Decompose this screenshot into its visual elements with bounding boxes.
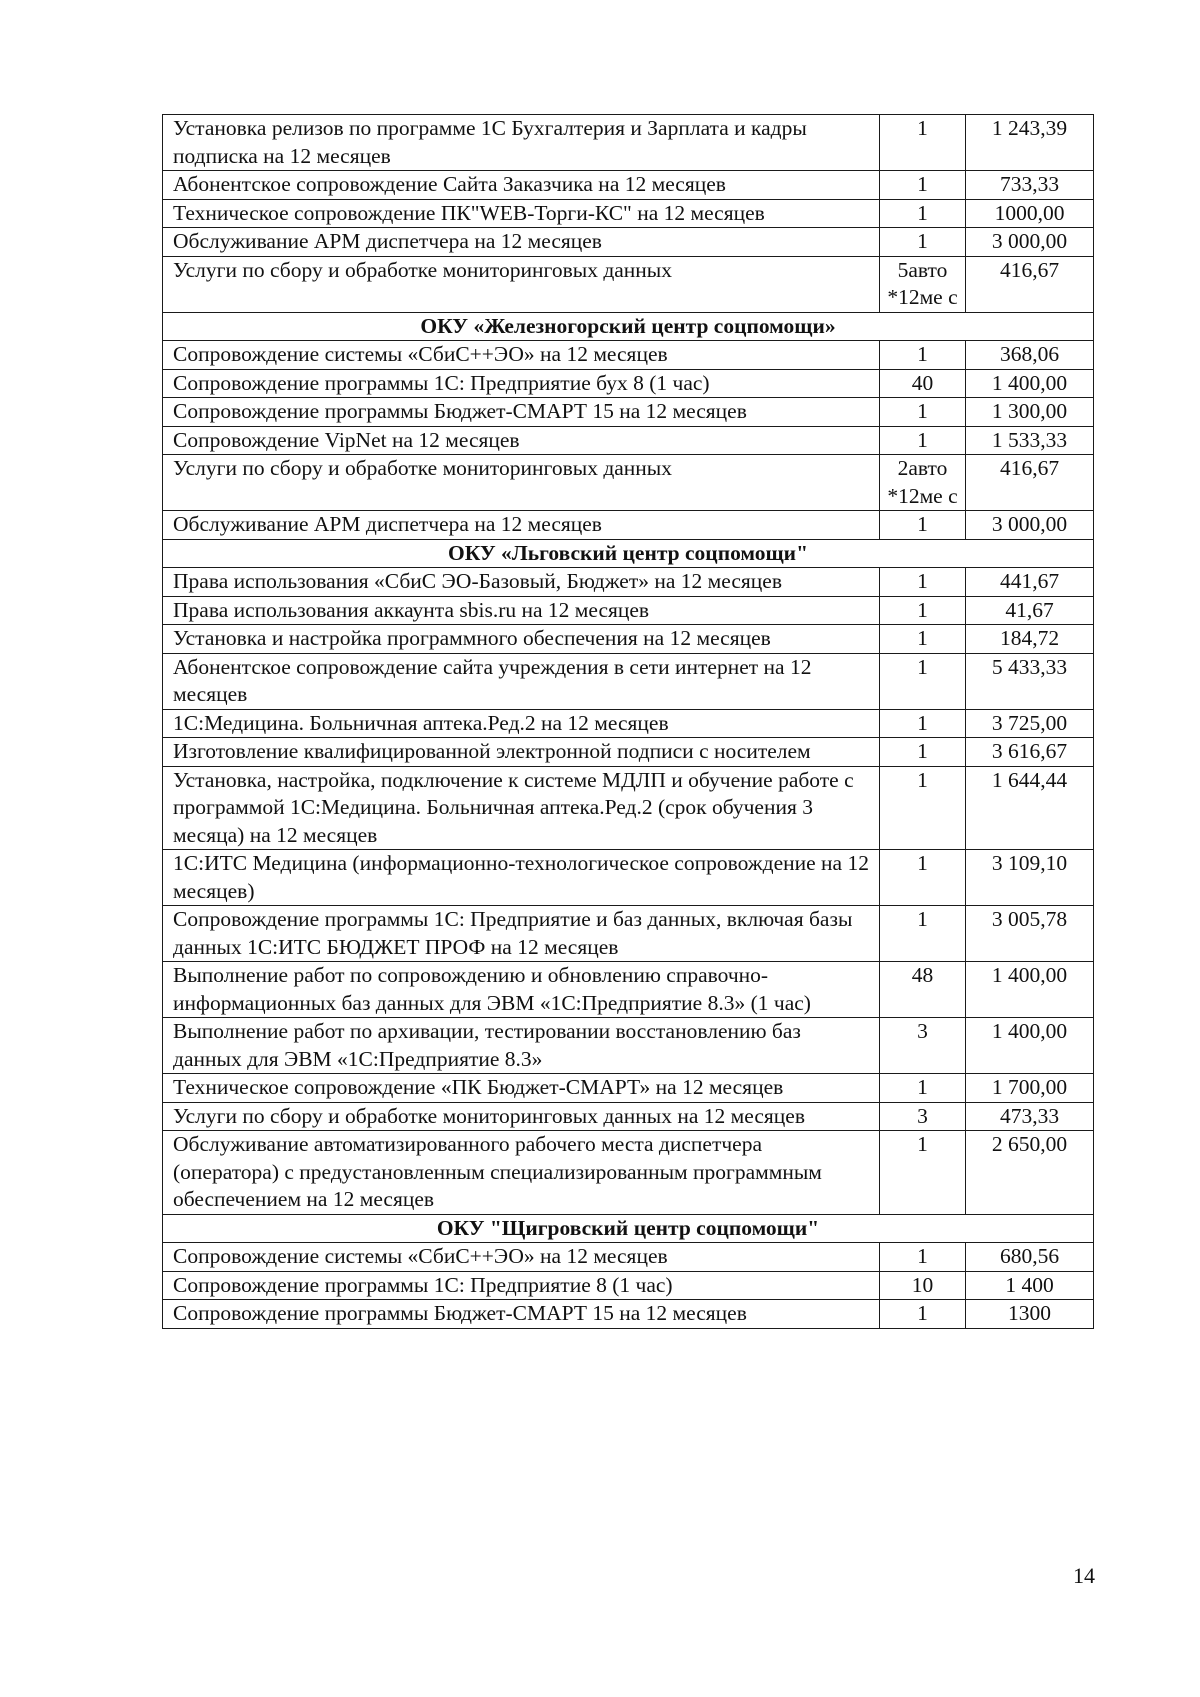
service-description-cell: Сопровождение VipNet на 12 месяцев <box>163 426 880 455</box>
table-row <box>163 426 1094 455</box>
quantity-cell: 40 <box>880 369 966 398</box>
quantity-cell: 1 <box>880 850 966 906</box>
price-cell: 1 300,00 <box>966 398 1094 427</box>
service-description-cell: Услуги по сбору и обработке мониторинговых данных <box>163 256 880 312</box>
price-cell: 184,72 <box>966 625 1094 654</box>
price-cell: 733,33 <box>966 171 1094 200</box>
service-description-cell: Установка, настройка, подключение к системе МДЛП и обучение работе с программой 1С:Медицина. Больничная аптека.Ред.2 (срок обучения 3 месяца) на 12 месяцев <box>163 766 880 850</box>
quantity-cell: 1 <box>880 341 966 370</box>
table-row <box>163 341 1094 370</box>
service-description-cell: Услуги по сбору и обработке мониторинговых данных <box>163 455 880 511</box>
price-cell: 1 400,00 <box>966 1018 1094 1074</box>
table-row <box>163 1018 1094 1074</box>
quantity-cell: 1 <box>880 766 966 850</box>
service-description-cell: Обслуживание АРМ диспетчера на 12 месяцев <box>163 228 880 257</box>
quantity-cell: 5авто *12ме с <box>880 256 966 312</box>
quantity-cell: 3 <box>880 1018 966 1074</box>
table-row <box>163 256 1094 312</box>
services-table-body <box>163 115 1094 1329</box>
service-description-cell: Права использования аккаунта sbis.ru на 12 месяцев <box>163 596 880 625</box>
price-cell: 3 109,10 <box>966 850 1094 906</box>
quantity-cell: 10 <box>880 1271 966 1300</box>
price-cell: 3 000,00 <box>966 511 1094 540</box>
table-row <box>163 398 1094 427</box>
price-cell: 3 616,67 <box>966 738 1094 767</box>
price-cell: 1 400,00 <box>966 962 1094 1018</box>
table-row <box>163 962 1094 1018</box>
price-cell: 3 005,78 <box>966 906 1094 962</box>
service-description-cell: Услуги по сбору и обработке мониторинговых данных на 12 месяцев <box>163 1102 880 1131</box>
table-row <box>163 906 1094 962</box>
price-cell: 680,56 <box>966 1243 1094 1272</box>
section-header-row <box>163 539 1094 568</box>
quantity-cell: 2авто *12ме с <box>880 455 966 511</box>
service-description-cell: Изготовление квалифицированной электронной подписи с носителем <box>163 738 880 767</box>
price-cell: 1300 <box>966 1300 1094 1329</box>
price-cell: 5 433,33 <box>966 653 1094 709</box>
quantity-cell: 1 <box>880 568 966 597</box>
table-row <box>163 1300 1094 1329</box>
service-description-cell: Обслуживание автоматизированного рабочего места диспетчера (оператора) с предустановленным специализированным программным обеспечением на 12 месяцев <box>163 1131 880 1215</box>
quantity-cell: 1 <box>880 199 966 228</box>
service-description-cell: Выполнение работ по архивации, тестировании восстановлению баз данных для ЭВМ «1С:Предприятие 8.3» <box>163 1018 880 1074</box>
table-row <box>163 653 1094 709</box>
section-title: ОКУ «Железногорский центр соцпомощи» <box>163 312 1094 341</box>
service-description-cell: Выполнение работ по сопровождению и обновлению справочно-информационных баз данных для ЭВМ «1С:Предприятие 8.3» (1 час) <box>163 962 880 1018</box>
quantity-cell: 1 <box>880 1300 966 1329</box>
section-title: ОКУ «Льговский центр соцпомощи" <box>163 539 1094 568</box>
section-header-row <box>163 1214 1094 1243</box>
price-cell: 416,67 <box>966 455 1094 511</box>
service-description-cell: Техническое сопровождение «ПК Бюджет-СМАРТ» на 12 месяцев <box>163 1074 880 1103</box>
table-row <box>163 596 1094 625</box>
price-cell: 416,67 <box>966 256 1094 312</box>
price-cell: 3 000,00 <box>966 228 1094 257</box>
quantity-cell: 1 <box>880 171 966 200</box>
table-row <box>163 455 1094 511</box>
table-row <box>163 625 1094 654</box>
price-cell: 368,06 <box>966 341 1094 370</box>
table-row <box>163 1074 1094 1103</box>
price-cell: 1 644,44 <box>966 766 1094 850</box>
table-row <box>163 766 1094 850</box>
table-row <box>163 369 1094 398</box>
quantity-cell: 1 <box>880 653 966 709</box>
table-row <box>163 228 1094 257</box>
price-cell: 3 725,00 <box>966 709 1094 738</box>
quantity-cell: 48 <box>880 962 966 1018</box>
quantity-cell: 1 <box>880 398 966 427</box>
quantity-cell: 3 <box>880 1102 966 1131</box>
service-description-cell: Абонентское сопровождение Сайта Заказчика на 12 месяцев <box>163 171 880 200</box>
table-row <box>163 1102 1094 1131</box>
quantity-cell: 1 <box>880 906 966 962</box>
table-row <box>163 1131 1094 1215</box>
table-row <box>163 199 1094 228</box>
quantity-cell: 1 <box>880 1074 966 1103</box>
section-header-row <box>163 312 1094 341</box>
service-description-cell: Сопровождение системы «СбиС++ЭО» на 12 месяцев <box>163 1243 880 1272</box>
service-description-cell: Установка релизов по программе 1С Бухгалтерия и Зарплата и кадры подписка на 12 месяцев <box>163 115 880 171</box>
table-row <box>163 115 1094 171</box>
table-row <box>163 568 1094 597</box>
service-description-cell: Права использования «СбиС ЭО-Базовый, Бюджет» на 12 месяцев <box>163 568 880 597</box>
table-row <box>163 1271 1094 1300</box>
service-description-cell: Сопровождение программы 1С: Предприятие 8 (1 час) <box>163 1271 880 1300</box>
quantity-cell: 1 <box>880 596 966 625</box>
service-description-cell: Сопровождение системы «СбиС++ЭО» на 12 месяцев <box>163 341 880 370</box>
table-row <box>163 171 1094 200</box>
quantity-cell: 1 <box>880 1243 966 1272</box>
service-description-cell: Абонентское сопровождение сайта учреждения в сети интернет на 12 месяцев <box>163 653 880 709</box>
price-cell: 441,67 <box>966 568 1094 597</box>
quantity-cell: 1 <box>880 115 966 171</box>
service-description-cell: Сопровождение программы 1С: Предприятие и баз данных, включая базы данных 1С:ИТС БЮДЖЕТ ПРОФ на 12 месяцев <box>163 906 880 962</box>
price-cell: 1 533,33 <box>966 426 1094 455</box>
quantity-cell: 1 <box>880 426 966 455</box>
table-row <box>163 850 1094 906</box>
service-description-cell: 1С:Медицина. Больничная аптека.Ред.2 на 12 месяцев <box>163 709 880 738</box>
quantity-cell: 1 <box>880 1131 966 1215</box>
services-table <box>162 114 1094 1329</box>
price-cell: 2 650,00 <box>966 1131 1094 1215</box>
quantity-cell: 1 <box>880 511 966 540</box>
section-title: ОКУ "Щигровский центр соцпомощи" <box>163 1214 1094 1243</box>
quantity-cell: 1 <box>880 738 966 767</box>
price-cell: 1000,00 <box>966 199 1094 228</box>
table-row <box>163 709 1094 738</box>
service-description-cell: Установка и настройка программного обеспечения на 12 месяцев <box>163 625 880 654</box>
quantity-cell: 1 <box>880 625 966 654</box>
price-cell: 473,33 <box>966 1102 1094 1131</box>
quantity-cell: 1 <box>880 709 966 738</box>
service-description-cell: Сопровождение программы Бюджет-СМАРТ 15 на 12 месяцев <box>163 1300 880 1329</box>
price-cell: 1 400,00 <box>966 369 1094 398</box>
service-description-cell: Техническое сопровождение ПК"WEB-Торги-КС" на 12 месяцев <box>163 199 880 228</box>
price-cell: 41,67 <box>966 596 1094 625</box>
service-description-cell: 1С:ИТС Медицина (информационно-технологическое сопровождение на 12 месяцев) <box>163 850 880 906</box>
price-cell: 1 700,00 <box>966 1074 1094 1103</box>
quantity-cell: 1 <box>880 228 966 257</box>
price-cell: 1 400 <box>966 1271 1094 1300</box>
table-row <box>163 1243 1094 1272</box>
page-number: 14 <box>1073 1563 1095 1588</box>
table-row <box>163 738 1094 767</box>
service-description-cell: Сопровождение программы Бюджет-СМАРТ 15 на 12 месяцев <box>163 398 880 427</box>
table-row <box>163 511 1094 540</box>
service-description-cell: Обслуживание АРМ диспетчера на 12 месяцев <box>163 511 880 540</box>
service-description-cell: Сопровождение программы 1С: Предприятие бух 8 (1 час) <box>163 369 880 398</box>
price-cell: 1 243,39 <box>966 115 1094 171</box>
